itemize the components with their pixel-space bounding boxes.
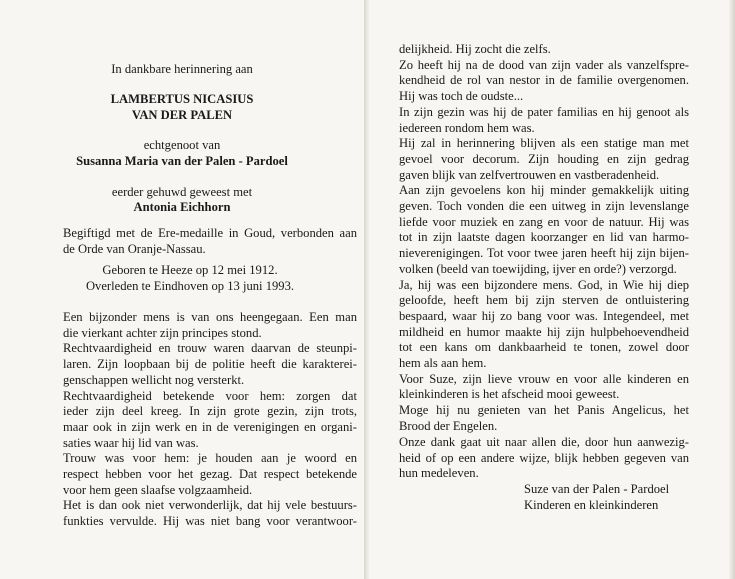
body-line: respect hebben voor het gezag. Dat respect betekende	[63, 467, 357, 482]
thanks-paragraph	[399, 435, 689, 482]
right-page	[369, 0, 735, 579]
body-line: maar ook in zijn werk en in de verenigingen en organi-	[63, 419, 357, 434]
body-line: Voor Suze, zijn lieve vrouw en voor alle kinderen en	[399, 371, 689, 386]
signature-line2: Kinderen en kleinkinderen	[524, 498, 659, 512]
body-line: geven. Toch vonden die een uitweg in zijn levenslange	[399, 199, 689, 214]
body-line: laren. Zijn loopbaan bij de politie heeft die karakterei-	[63, 357, 357, 372]
left-body-text	[63, 310, 357, 530]
previous-spouse-name: Antonia Eichhorn	[133, 200, 231, 214]
deceased-name-line1: LAMBERTUS NICASIUS	[110, 92, 254, 106]
previous-spouse-label: eerder gehuwd geweest met	[111, 185, 253, 199]
body-line: Hij zal in herinnering blijven als een statige man met	[399, 136, 689, 151]
honor-paragraph	[63, 226, 357, 257]
body-line: Rechtvaardigheid betekende voor hem: zorgen dat	[63, 388, 357, 403]
body-line: Zo heeft hij na de dood van zijn vader als vanzelfspre-	[399, 57, 689, 72]
birth-line: Geboren te Heeze op 12 mei 1912.	[102, 263, 278, 277]
honor-line: de Orde van Oranje-Nassau.	[63, 241, 206, 256]
body-line: iedereen rondom hem was.	[399, 120, 535, 135]
body-line: gaven blijk van zelfvertrouwen en vastberadenheid.	[399, 167, 660, 182]
honor-line: Begiftigd met de Ere-medaille in Goud, verbonden aan	[63, 226, 357, 240]
body-line: nieverenigingen. Tot voor twee jaren heeft hij zijn bijen-	[399, 246, 689, 261]
body-line: Een bijzonder mens is van ons heengegaan. Een man	[63, 310, 357, 324]
left-page	[0, 0, 364, 579]
body-line: liefde voor muziek en zang en voor de natuur. Hij was	[399, 214, 689, 229]
body-line: In zijn gezin was hij de pater familias en hij genoot als	[399, 104, 689, 119]
body-line: kendheid de rol van nestor in de familie overgenomen.	[399, 73, 689, 88]
body-line: Moge hij nu genieten van het Panis Angelicus, het	[399, 403, 689, 418]
body-line: funkties vervulde. Hij was niet bang voor verantwoor-	[63, 514, 357, 529]
body-line: Hij was toch de oudste...	[399, 89, 524, 104]
right-body-text	[399, 42, 689, 435]
body-line: volken (beeld van toewijding, ijver en orde?) verzorgd.	[399, 261, 677, 276]
thanks-line: hun medeleven.	[399, 466, 479, 481]
death-line: Overleden te Eindhoven op 13 juni 1993.	[85, 279, 295, 293]
body-line: Aan zijn gevoelens kon hij minder gemakkelijk uiting	[399, 183, 689, 198]
body-line: die vierkant achter zijn principes stond.	[63, 325, 262, 340]
deceased-name-line2: VAN DER PALEN	[131, 108, 233, 122]
intro-text: In dankbare herinnering aan	[111, 62, 253, 76]
body-line: geloofde, heeft hem bij zijn sterven de ontluistering	[399, 293, 689, 308]
body-line: Brood der Engelen.	[399, 418, 498, 433]
body-line: Rechtvaardigheid en trouw waren daarvan de steunpi-	[63, 341, 357, 356]
body-line: saties waar hij lid van was.	[63, 435, 199, 450]
body-line: tot een kans om dankbaarheid te tonen, zowel door	[399, 340, 689, 355]
body-line: tot in zijn laatste dagen koorzanger en lid van harmo-	[399, 230, 689, 245]
body-line: mildheid en humor maakte hij zijn hulpbehoevendheid	[399, 324, 689, 339]
signature-line1: Suze van der Palen - Pardoel	[524, 482, 670, 496]
body-line: genschappen wellicht nog versterkt.	[63, 372, 245, 387]
body-line: ieder zijn deel kreeg. In zijn grote gezin, zijn trots,	[63, 404, 357, 419]
thanks-line: heid of op een andere wijze, blijk hebben gegeven van	[399, 450, 689, 465]
body-line: Trouw was voor hem: je houden aan je woord en	[63, 451, 357, 466]
body-line: voor hem geen slaafse volgzaamheid.	[63, 482, 253, 497]
body-line: Het is dan ook niet verwonderlijk, dat hij vele bestuurs-	[63, 498, 357, 513]
body-line: delijkheid. Hij zocht die zelfs.	[399, 42, 551, 56]
body-line: hem als aan hem.	[399, 356, 487, 371]
spouse-name: Susanna Maria van der Palen - Pardoel	[76, 154, 288, 168]
body-line: bespaard, waar hij zo bang voor was. Integendeel, met	[399, 308, 689, 323]
body-line: kleinkinderen is het afscheid mooi geweest.	[399, 387, 620, 402]
card-edge-shadow	[729, 0, 735, 579]
spouse-label: echtgenoot van	[143, 138, 221, 152]
body-line: Ja, hij was een bijzondere mens. God, in Wie hij diep	[399, 277, 689, 292]
body-line: gevoel voor decorum. Zijn houding en zijn gedrag	[399, 151, 689, 166]
thanks-line: Onze dank gaat uit naar allen die, door hun aanwezig-	[399, 435, 689, 449]
